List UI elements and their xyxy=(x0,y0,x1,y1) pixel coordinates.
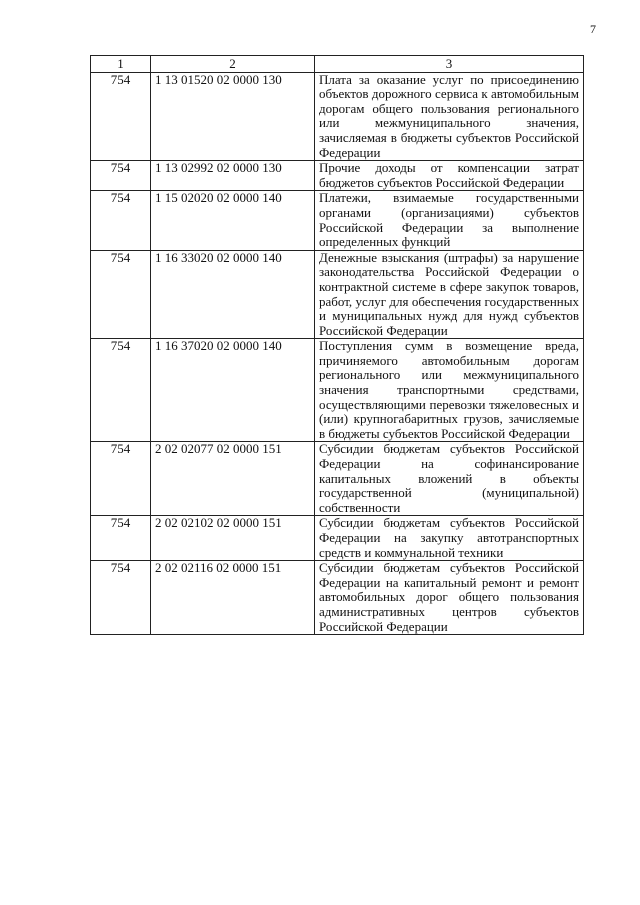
column-header-3: 3 xyxy=(315,56,584,73)
admin-code-cell: 754 xyxy=(91,339,151,442)
revenue-code-cell: 1 13 02992 02 0000 130 xyxy=(151,161,315,191)
table-row xyxy=(91,561,584,635)
admin-code-cell: 754 xyxy=(91,442,151,516)
column-header-2: 2 xyxy=(151,56,315,73)
table-row xyxy=(91,442,584,516)
admin-code-cell: 754 xyxy=(91,72,151,161)
revenue-name-cell: Субсидии бюджетам субъектов Российской Федерации на закупку автотранспортных средств и коммунальной техники xyxy=(315,516,584,561)
column-header-1: 1 xyxy=(91,56,151,73)
admin-code-cell: 754 xyxy=(91,516,151,561)
admin-code-cell: 754 xyxy=(91,161,151,191)
revenue-code-cell: 2 02 02102 02 0000 151 xyxy=(151,516,315,561)
table-row xyxy=(91,250,584,339)
revenue-code-cell: 1 15 02020 02 0000 140 xyxy=(151,191,315,250)
revenue-name-cell: Поступления сумм в возмещение вреда, причиняемого автомобильным дорогам регионального или межмуниципального значения транспортными средствами, осуществляющими перевозки тяжеловесных и (или) крупногабаритных грузов, зачисляемые в бюджеты субъектов Российской Федерации xyxy=(315,339,584,442)
table-row xyxy=(91,191,584,250)
table-row xyxy=(91,516,584,561)
revenue-name-cell: Платежи, взимаемые государственными органами (организациями) субъектов Российской Федерации за выполнение определенных функций xyxy=(315,191,584,250)
table-row xyxy=(91,339,584,442)
revenue-code-cell: 2 02 02116 02 0000 151 xyxy=(151,561,315,635)
table-header-row xyxy=(91,56,584,73)
revenue-name-cell: Прочие доходы от компенсации затрат бюджетов субъектов Российской Федерации xyxy=(315,161,584,191)
revenue-code-cell: 1 13 01520 02 0000 130 xyxy=(151,72,315,161)
admin-code-cell: 754 xyxy=(91,561,151,635)
revenue-name-cell: Денежные взыскания (штрафы) за нарушение законодательства Российской Федерации о контрактной системе в сфере закупок товаров, работ, услуг для обеспечения государственных и муниципальных нужд для нужд субъектов Российской Федерации xyxy=(315,250,584,339)
revenue-name-cell: Субсидии бюджетам субъектов Российской Федерации на софинансирование капитальных вложений в объекты государственной (муниципальной) собственности xyxy=(315,442,584,516)
revenue-code-cell: 1 16 37020 02 0000 140 xyxy=(151,339,315,442)
revenue-code-cell: 1 16 33020 02 0000 140 xyxy=(151,250,315,339)
revenue-name-cell: Субсидии бюджетам субъектов Российской Федерации на капитальный ремонт и ремонт автомобильных дорог общего пользования административных центров субъектов Российской Федерации xyxy=(315,561,584,635)
revenue-name-cell: Плата за оказание услуг по присоединению объектов дорожного сервиса к автомобильным дорогам общего пользования регионального или межмуниципального значения, зачисляемая в бюджеты субъектов Российской Федерации xyxy=(315,72,584,161)
admin-code-cell: 754 xyxy=(91,191,151,250)
revenue-code-cell: 2 02 02077 02 0000 151 xyxy=(151,442,315,516)
page-number: 7 xyxy=(590,22,596,36)
admin-code-cell: 754 xyxy=(91,250,151,339)
revenue-codes-table xyxy=(90,55,584,635)
table-row xyxy=(91,72,584,161)
table-row xyxy=(91,161,584,191)
